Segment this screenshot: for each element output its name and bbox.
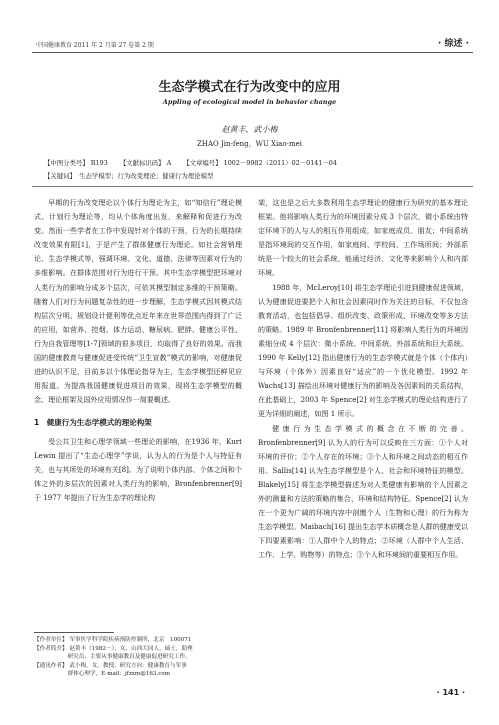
body-paragraph: 健康行为生态学模式的概念在不断的完善。Bronfenbrenner[9] 认为人的行为可以反映在三方面：①个人对环境的评价；②个人存在的环境；③个人和环境之间动态的相互作用。Sallis[14] 认为生态学模型是个人、社会和环境特征的模型。Blakely[15] 将生态学模型描述为对人类健康有影响的个人因素之外的测量和方法的策略的集合、环境和结构特征。Spence[2] 认为在一个更为广阔的环境内容中剖缴个人（生物和心理）的行为称为生态学模型。Maibach[16] 提出生态学本质概念是人群的健康受以下四要素影响：①人群中个人的特点；②环境（人群中个人生活、工作、上学、购物等）的特点；③个人和环境间的重要相互作用。 xyxy=(258,423,468,560)
footnote-line: 【通讯作者】 武小梅，女，教授，研究方向：健康教育与军事 xyxy=(34,662,187,669)
article-title-en: Appling of ecological model in behavior change xyxy=(162,98,337,106)
footnote-line: 【作者简介】 赵黄丰（1982－），女，山西大同人，硕士，助理 xyxy=(34,645,193,652)
journal-header: 中国健康教育 2011 年 2 月第 27 卷第 2 期 xyxy=(36,42,154,49)
section-heading: 1 健康行为生态学模式的理论构架 xyxy=(34,418,152,428)
header-divider xyxy=(32,52,473,53)
meta-divider xyxy=(32,186,473,187)
authors-en: ZHAO Jin-feng，WU Xiao-mei xyxy=(197,140,302,148)
right-column xyxy=(258,196,468,562)
footnote-divider xyxy=(34,632,114,633)
footnote-line: 研究员，主要从事健康教育及健康促进研究工作。 xyxy=(34,654,191,661)
keywords-line: 【关键词】 生态学模型；行为改变理论；健康行为理论模型 xyxy=(44,172,214,180)
author-footnote xyxy=(34,636,242,679)
section-paragraph: 受公共卫生和心理学领域一些理论的影响，在1936 年，Kurt Lewin 提出了“生态心理学”学说，认为人的行为是个人与特征有关，也与其所处的环境有关[8]。为了说明个体内部、个体之间和个体之外的多层次的因素对人类行为的影响，Bronfenbrenner[9] 于 1977 年提出了行为生态学的理论构 xyxy=(34,436,242,502)
section-label: · 综述 · xyxy=(437,39,469,49)
authors-cn: 赵黄丰，武小梅 xyxy=(221,125,278,134)
classification-line xyxy=(44,158,347,167)
footnote-line: 群体心理学，E-mail：jfzxm@163.com xyxy=(34,671,171,678)
body-paragraph: 1988 年，McLeroy[10] 将生态学理论引进到健康促进领域，认为健康促进要把个人和社会因素同时作为关注的目标，不仅包含教育活动，也包括倡导、组织改变、政策形成、环境改变等多方法的策略。1989 年 Bronfenbrenner[11] 将影响人类行为的环境因素细分成 4 个层次：微小系统、中间系统、外部系统和巨大系统。1990 年 Kelly[12] 指出健康行为的生态学模式就是个体（个体内）与环境（个体外）因素良好“适应”的一个优化模型。1992 年 Wachs[13] 描绘出环境对健康行为的影响及各因素间的关系结构，在此基础上，2003 年 Spence[2] 对生态学模式的理论结构进行了更为详细的阐述，如图 1 所示。 xyxy=(258,282,468,419)
body-paragraph: 架，这也是之后大多数利用生态学理论的健康行为研究的基本理论框架。他将影响人类行为的环境因素分成 3 个层次，微小系统由特定环境下的人与人的相互作用组成，如家庭成员、朋友；中间系统是指环境间的交互作用，如家庭间、学校间、工作场所间；外部系统是一个较大的社会系统，能通过经济、文化等来影响个人和内部环境。 xyxy=(258,198,468,278)
page-number: · 141 · xyxy=(436,688,465,697)
footnote-line: 【作者单位】 军事医学科学院疾病预防控制所，北京 100071 xyxy=(34,637,192,643)
clc-number: 【中图分类号】 R193 xyxy=(44,159,108,167)
article-title: 生态学模式在行为改变中的应用 xyxy=(158,80,341,95)
article-number: 【文章编号】 1002－9982（2011）02－0141－04 xyxy=(183,159,337,167)
intro-paragraph: 早期的行为改变理论以个体行为理论为主，如“知信行”理论模式、计划行为理论等，均从个体角度出发，来解释和促进行为改变。然而一些学者在工作中发现针对个体的干预，行为的长期持续改变效果有限[1]，于是产生了群体健康行为理论。如社会营销理论、生态学模式等，强调环境、文化、道德、法律等因素对行为的多维影响。在群体范围对行为进行干预。其中生态学模型把环境对人类行为的影响分成多个层次，可依其模型制定多维的干预策略。随着人们对行为问题复杂性的进一步理解，生态学模式因其模式结构层次分明、规划设计便利等优点近年来在世界范围内得到了广泛的应用，如营养、控烟、体力运动、糖尿病、肥胖、健康公平性、行为自我管理等[1-7]领域的很多项目，均取得了良好的效果。而我国的健康教育与健康促进受传统“卫生宣教”模式的影响，对健康促进的认识不足，目前多以个体理论指导为主，生态学模型还鲜见应用报道。为提高我国健康促进项目的效果，现将生态学模型的概念、理论框架及国外应用情况作一简要概述。 xyxy=(34,198,242,405)
document-code: 【文献标识码】 A xyxy=(119,159,172,167)
left-column xyxy=(34,196,242,505)
